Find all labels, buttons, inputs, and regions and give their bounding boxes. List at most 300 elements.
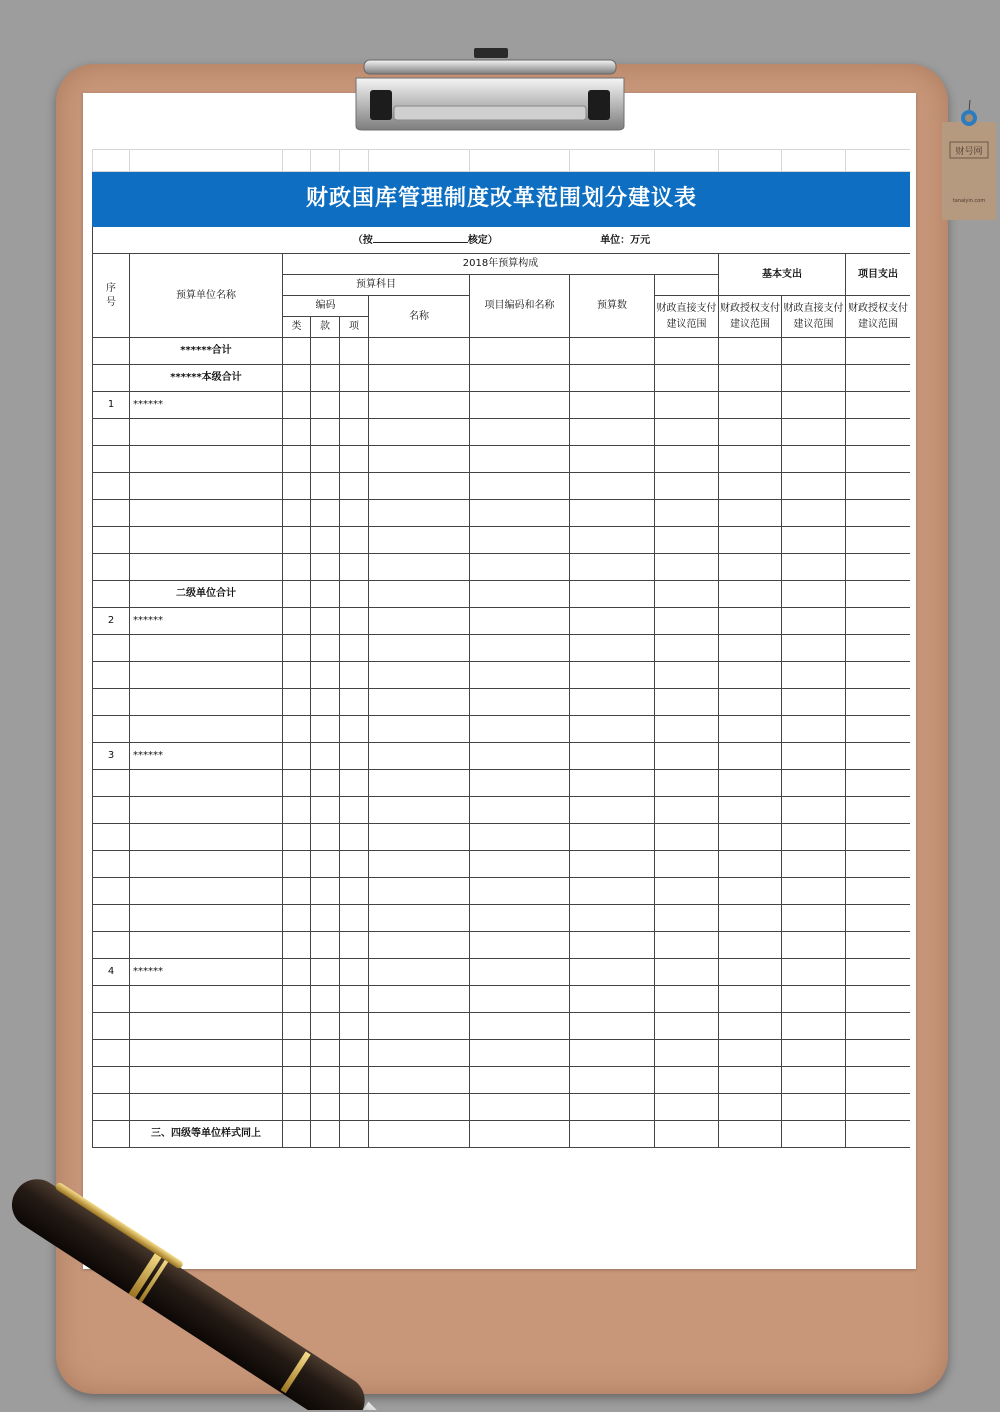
cell-value[interactable] <box>470 527 570 554</box>
cell-value[interactable] <box>846 338 911 365</box>
cell-value[interactable] <box>846 1040 911 1067</box>
cell-unit-name[interactable] <box>130 770 283 797</box>
cell-value[interactable] <box>311 1040 340 1067</box>
cell-value[interactable] <box>470 365 570 392</box>
cell-seq[interactable] <box>93 581 130 608</box>
cell-value[interactable] <box>655 527 719 554</box>
cell-value[interactable] <box>311 932 340 959</box>
cell-value[interactable] <box>340 986 369 1013</box>
cell-value[interactable] <box>340 905 369 932</box>
cell-value[interactable] <box>311 662 340 689</box>
cell-value[interactable] <box>283 932 311 959</box>
cell-value[interactable] <box>369 716 470 743</box>
cell-value[interactable] <box>470 338 570 365</box>
cell-value[interactable] <box>283 1121 311 1148</box>
cell-value[interactable] <box>782 716 846 743</box>
cell-value[interactable] <box>283 365 311 392</box>
cell-unit-name[interactable]: ****** <box>130 959 283 986</box>
cell-value[interactable] <box>655 1094 719 1121</box>
cell-value[interactable] <box>655 554 719 581</box>
cell-value[interactable] <box>369 878 470 905</box>
cell-value[interactable] <box>846 851 911 878</box>
cell-value[interactable] <box>470 932 570 959</box>
cell-value[interactable] <box>340 608 369 635</box>
cell-unit-name[interactable] <box>130 824 283 851</box>
cell-value[interactable] <box>283 392 311 419</box>
cell-unit-name[interactable] <box>130 635 283 662</box>
cell-value[interactable] <box>570 473 655 500</box>
cell-unit-name[interactable] <box>130 905 283 932</box>
cell-unit-name[interactable] <box>130 878 283 905</box>
cell-value[interactable] <box>340 770 369 797</box>
cell-value[interactable] <box>782 635 846 662</box>
cell-value[interactable] <box>655 905 719 932</box>
cell-unit-name[interactable] <box>130 1040 283 1067</box>
cell-value[interactable] <box>283 797 311 824</box>
cell-value[interactable] <box>340 797 369 824</box>
cell-value[interactable] <box>719 1121 782 1148</box>
cell-seq[interactable] <box>93 1067 130 1094</box>
cell-value[interactable] <box>283 1040 311 1067</box>
cell-value[interactable] <box>570 716 655 743</box>
cell-value[interactable] <box>311 716 340 743</box>
cell-value[interactable] <box>846 473 911 500</box>
cell-value[interactable] <box>369 392 470 419</box>
cell-value[interactable] <box>283 689 311 716</box>
cell-value[interactable] <box>369 581 470 608</box>
cell-seq[interactable] <box>93 554 130 581</box>
cell-value[interactable] <box>340 824 369 851</box>
cell-value[interactable] <box>340 1121 369 1148</box>
cell-value[interactable] <box>655 770 719 797</box>
cell-value[interactable] <box>283 554 311 581</box>
cell-seq[interactable] <box>93 527 130 554</box>
cell-value[interactable] <box>369 662 470 689</box>
cell-seq[interactable] <box>93 662 130 689</box>
cell-value[interactable] <box>655 581 719 608</box>
cell-value[interactable] <box>782 419 846 446</box>
cell-value[interactable] <box>311 1121 340 1148</box>
cell-value[interactable] <box>570 797 655 824</box>
cell-value[interactable] <box>283 959 311 986</box>
cell-unit-name[interactable] <box>130 932 283 959</box>
cell-value[interactable] <box>570 743 655 770</box>
cell-value[interactable] <box>846 581 911 608</box>
cell-seq[interactable] <box>93 986 130 1013</box>
cell-seq[interactable] <box>93 635 130 662</box>
cell-value[interactable] <box>369 797 470 824</box>
cell-value[interactable] <box>570 959 655 986</box>
cell-value[interactable] <box>655 473 719 500</box>
cell-value[interactable] <box>846 392 911 419</box>
cell-unit-name[interactable]: ****** <box>130 392 283 419</box>
cell-value[interactable] <box>719 1013 782 1040</box>
cell-value[interactable] <box>782 986 846 1013</box>
cell-value[interactable] <box>311 797 340 824</box>
cell-value[interactable] <box>570 1067 655 1094</box>
cell-value[interactable] <box>655 1040 719 1067</box>
cell-value[interactable] <box>340 365 369 392</box>
cell-value[interactable] <box>782 1040 846 1067</box>
cell-value[interactable] <box>655 662 719 689</box>
cell-unit-name[interactable]: ******合计 <box>130 338 283 365</box>
cell-value[interactable] <box>570 1013 655 1040</box>
cell-unit-name[interactable] <box>130 500 283 527</box>
cell-value[interactable] <box>311 581 340 608</box>
cell-value[interactable] <box>719 419 782 446</box>
cell-seq[interactable] <box>93 1013 130 1040</box>
cell-unit-name[interactable] <box>130 1067 283 1094</box>
cell-value[interactable] <box>846 1094 911 1121</box>
cell-value[interactable] <box>311 500 340 527</box>
cell-value[interactable] <box>470 392 570 419</box>
cell-value[interactable] <box>283 905 311 932</box>
cell-value[interactable] <box>846 716 911 743</box>
cell-seq[interactable] <box>93 500 130 527</box>
cell-value[interactable] <box>470 1121 570 1148</box>
cell-value[interactable] <box>655 338 719 365</box>
cell-value[interactable] <box>369 1040 470 1067</box>
cell-value[interactable] <box>782 905 846 932</box>
cell-value[interactable] <box>655 446 719 473</box>
cell-value[interactable] <box>719 608 782 635</box>
cell-value[interactable] <box>570 851 655 878</box>
cell-value[interactable] <box>719 500 782 527</box>
cell-value[interactable] <box>470 959 570 986</box>
cell-value[interactable] <box>719 986 782 1013</box>
cell-value[interactable] <box>719 635 782 662</box>
cell-value[interactable] <box>846 500 911 527</box>
cell-value[interactable] <box>655 1013 719 1040</box>
cell-value[interactable] <box>340 959 369 986</box>
cell-value[interactable] <box>470 770 570 797</box>
cell-value[interactable] <box>340 1040 369 1067</box>
cell-value[interactable] <box>311 1094 340 1121</box>
cell-unit-name[interactable] <box>130 1013 283 1040</box>
cell-value[interactable] <box>846 419 911 446</box>
cell-value[interactable] <box>782 338 846 365</box>
cell-value[interactable] <box>283 851 311 878</box>
cell-value[interactable] <box>782 878 846 905</box>
cell-value[interactable] <box>655 689 719 716</box>
cell-value[interactable] <box>470 554 570 581</box>
cell-value[interactable] <box>340 392 369 419</box>
cell-value[interactable] <box>570 554 655 581</box>
cell-value[interactable] <box>369 824 470 851</box>
cell-value[interactable] <box>369 905 470 932</box>
cell-value[interactable] <box>782 554 846 581</box>
cell-value[interactable] <box>719 851 782 878</box>
cell-value[interactable] <box>782 662 846 689</box>
cell-seq[interactable] <box>93 851 130 878</box>
cell-value[interactable] <box>470 1013 570 1040</box>
cell-value[interactable] <box>470 743 570 770</box>
cell-seq[interactable] <box>93 1121 130 1148</box>
cell-value[interactable] <box>570 878 655 905</box>
cell-value[interactable] <box>369 527 470 554</box>
cell-unit-name[interactable]: 二级单位合计 <box>130 581 283 608</box>
cell-value[interactable] <box>311 608 340 635</box>
cell-value[interactable] <box>283 986 311 1013</box>
cell-value[interactable] <box>311 554 340 581</box>
cell-value[interactable] <box>846 770 911 797</box>
cell-value[interactable] <box>719 662 782 689</box>
cell-value[interactable] <box>655 743 719 770</box>
cell-unit-name[interactable]: 三、四级等单位样式同上 <box>130 1121 283 1148</box>
cell-unit-name[interactable]: ****** <box>130 608 283 635</box>
cell-value[interactable] <box>719 689 782 716</box>
cell-value[interactable] <box>782 608 846 635</box>
cell-value[interactable] <box>719 932 782 959</box>
cell-value[interactable] <box>470 716 570 743</box>
cell-value[interactable] <box>470 635 570 662</box>
cell-seq[interactable]: 2 <box>93 608 130 635</box>
cell-value[interactable] <box>369 1094 470 1121</box>
cell-value[interactable] <box>570 770 655 797</box>
cell-value[interactable] <box>846 986 911 1013</box>
cell-value[interactable] <box>782 851 846 878</box>
cell-value[interactable] <box>570 419 655 446</box>
cell-value[interactable] <box>782 527 846 554</box>
cell-value[interactable] <box>470 1094 570 1121</box>
cell-seq[interactable] <box>93 824 130 851</box>
cell-seq[interactable] <box>93 446 130 473</box>
cell-value[interactable] <box>846 932 911 959</box>
cell-value[interactable] <box>340 500 369 527</box>
cell-value[interactable] <box>655 608 719 635</box>
cell-value[interactable] <box>570 635 655 662</box>
cell-value[interactable] <box>570 500 655 527</box>
cell-value[interactable] <box>782 473 846 500</box>
cell-value[interactable] <box>846 662 911 689</box>
cell-value[interactable] <box>470 851 570 878</box>
cell-value[interactable] <box>846 1013 911 1040</box>
cell-value[interactable] <box>782 1094 846 1121</box>
cell-unit-name[interactable] <box>130 662 283 689</box>
cell-seq[interactable] <box>93 1094 130 1121</box>
cell-value[interactable] <box>340 1013 369 1040</box>
cell-value[interactable] <box>570 905 655 932</box>
cell-value[interactable] <box>340 581 369 608</box>
cell-value[interactable] <box>283 662 311 689</box>
cell-seq[interactable] <box>93 770 130 797</box>
cell-seq[interactable] <box>93 473 130 500</box>
cell-value[interactable] <box>311 986 340 1013</box>
cell-value[interactable] <box>283 419 311 446</box>
cell-value[interactable] <box>719 338 782 365</box>
cell-value[interactable] <box>846 365 911 392</box>
cell-value[interactable] <box>311 527 340 554</box>
cell-value[interactable] <box>719 716 782 743</box>
cell-unit-name[interactable] <box>130 797 283 824</box>
cell-seq[interactable]: 4 <box>93 959 130 986</box>
cell-value[interactable] <box>369 365 470 392</box>
cell-value[interactable] <box>846 743 911 770</box>
cell-value[interactable] <box>782 500 846 527</box>
cell-value[interactable] <box>570 446 655 473</box>
cell-value[interactable] <box>846 689 911 716</box>
cell-value[interactable] <box>570 1121 655 1148</box>
cell-value[interactable] <box>340 932 369 959</box>
cell-seq[interactable] <box>93 797 130 824</box>
cell-value[interactable] <box>369 419 470 446</box>
cell-value[interactable] <box>719 1040 782 1067</box>
cell-seq[interactable] <box>93 689 130 716</box>
cell-unit-name[interactable]: ******本级合计 <box>130 365 283 392</box>
cell-value[interactable] <box>311 392 340 419</box>
cell-value[interactable] <box>369 338 470 365</box>
cell-value[interactable] <box>782 770 846 797</box>
cell-value[interactable] <box>340 635 369 662</box>
cell-value[interactable] <box>340 446 369 473</box>
cell-seq[interactable] <box>93 365 130 392</box>
cell-value[interactable] <box>719 446 782 473</box>
cell-value[interactable] <box>283 635 311 662</box>
cell-value[interactable] <box>655 1121 719 1148</box>
cell-value[interactable] <box>369 770 470 797</box>
cell-seq[interactable]: 3 <box>93 743 130 770</box>
cell-value[interactable] <box>369 446 470 473</box>
cell-value[interactable] <box>719 1067 782 1094</box>
cell-value[interactable] <box>719 1094 782 1121</box>
cell-value[interactable] <box>782 581 846 608</box>
cell-value[interactable] <box>655 986 719 1013</box>
cell-value[interactable] <box>570 581 655 608</box>
cell-value[interactable] <box>655 932 719 959</box>
cell-value[interactable] <box>655 635 719 662</box>
cell-value[interactable] <box>311 824 340 851</box>
cell-seq[interactable] <box>93 338 130 365</box>
cell-value[interactable] <box>782 743 846 770</box>
cell-value[interactable] <box>782 959 846 986</box>
cell-value[interactable] <box>846 635 911 662</box>
cell-value[interactable] <box>782 1121 846 1148</box>
cell-value[interactable] <box>846 824 911 851</box>
cell-value[interactable] <box>782 1013 846 1040</box>
cell-seq[interactable] <box>93 419 130 446</box>
cell-value[interactable] <box>311 635 340 662</box>
cell-unit-name[interactable] <box>130 689 283 716</box>
cell-value[interactable] <box>846 878 911 905</box>
cell-value[interactable] <box>470 500 570 527</box>
cell-value[interactable] <box>311 419 340 446</box>
cell-value[interactable] <box>719 905 782 932</box>
cell-value[interactable] <box>782 689 846 716</box>
cell-value[interactable] <box>311 878 340 905</box>
cell-value[interactable] <box>846 905 911 932</box>
cell-value[interactable] <box>311 743 340 770</box>
cell-value[interactable] <box>311 959 340 986</box>
cell-value[interactable] <box>570 986 655 1013</box>
cell-value[interactable] <box>283 770 311 797</box>
cell-seq[interactable] <box>93 716 130 743</box>
cell-value[interactable] <box>311 1067 340 1094</box>
cell-value[interactable] <box>340 716 369 743</box>
cell-value[interactable] <box>283 878 311 905</box>
cell-value[interactable] <box>470 419 570 446</box>
cell-value[interactable] <box>369 473 470 500</box>
cell-value[interactable] <box>570 365 655 392</box>
cell-value[interactable] <box>470 473 570 500</box>
cell-value[interactable] <box>719 554 782 581</box>
cell-value[interactable] <box>719 527 782 554</box>
cell-value[interactable] <box>846 1121 911 1148</box>
cell-value[interactable] <box>655 1067 719 1094</box>
cell-value[interactable] <box>655 959 719 986</box>
cell-value[interactable] <box>846 797 911 824</box>
cell-value[interactable] <box>283 1094 311 1121</box>
cell-unit-name[interactable] <box>130 1094 283 1121</box>
cell-value[interactable] <box>570 1040 655 1067</box>
cell-value[interactable] <box>369 986 470 1013</box>
cell-seq[interactable] <box>93 932 130 959</box>
cell-value[interactable] <box>283 1013 311 1040</box>
cell-value[interactable] <box>340 743 369 770</box>
cell-value[interactable] <box>846 446 911 473</box>
cell-value[interactable] <box>470 689 570 716</box>
cell-value[interactable] <box>340 473 369 500</box>
cell-value[interactable] <box>570 932 655 959</box>
cell-value[interactable] <box>782 446 846 473</box>
cell-value[interactable] <box>311 473 340 500</box>
cell-value[interactable] <box>570 527 655 554</box>
cell-value[interactable] <box>719 770 782 797</box>
cell-value[interactable] <box>340 338 369 365</box>
cell-unit-name[interactable] <box>130 446 283 473</box>
cell-value[interactable] <box>340 878 369 905</box>
cell-value[interactable] <box>369 743 470 770</box>
cell-value[interactable] <box>470 1040 570 1067</box>
cell-value[interactable] <box>311 365 340 392</box>
cell-value[interactable] <box>719 797 782 824</box>
cell-value[interactable] <box>470 581 570 608</box>
cell-value[interactable] <box>369 959 470 986</box>
cell-value[interactable] <box>570 824 655 851</box>
cell-unit-name[interactable] <box>130 716 283 743</box>
cell-value[interactable] <box>283 824 311 851</box>
cell-value[interactable] <box>570 1094 655 1121</box>
cell-unit-name[interactable] <box>130 419 283 446</box>
cell-seq[interactable] <box>93 878 130 905</box>
cell-value[interactable] <box>570 689 655 716</box>
cell-value[interactable] <box>340 1067 369 1094</box>
cell-value[interactable] <box>340 689 369 716</box>
cell-value[interactable] <box>719 473 782 500</box>
cell-value[interactable] <box>369 500 470 527</box>
cell-value[interactable] <box>283 446 311 473</box>
cell-value[interactable] <box>340 662 369 689</box>
cell-value[interactable] <box>311 1013 340 1040</box>
cell-value[interactable] <box>369 851 470 878</box>
cell-value[interactable] <box>470 608 570 635</box>
cell-value[interactable] <box>283 581 311 608</box>
cell-unit-name[interactable] <box>130 473 283 500</box>
cell-value[interactable] <box>782 365 846 392</box>
cell-unit-name[interactable]: ****** <box>130 743 283 770</box>
cell-value[interactable] <box>369 1121 470 1148</box>
cell-value[interactable] <box>655 365 719 392</box>
cell-value[interactable] <box>655 500 719 527</box>
cell-value[interactable] <box>846 554 911 581</box>
cell-value[interactable] <box>369 1013 470 1040</box>
cell-value[interactable] <box>719 959 782 986</box>
cell-value[interactable] <box>570 662 655 689</box>
cell-value[interactable] <box>311 905 340 932</box>
cell-value[interactable] <box>311 770 340 797</box>
cell-value[interactable] <box>311 338 340 365</box>
cell-value[interactable] <box>782 824 846 851</box>
cell-value[interactable] <box>340 1094 369 1121</box>
